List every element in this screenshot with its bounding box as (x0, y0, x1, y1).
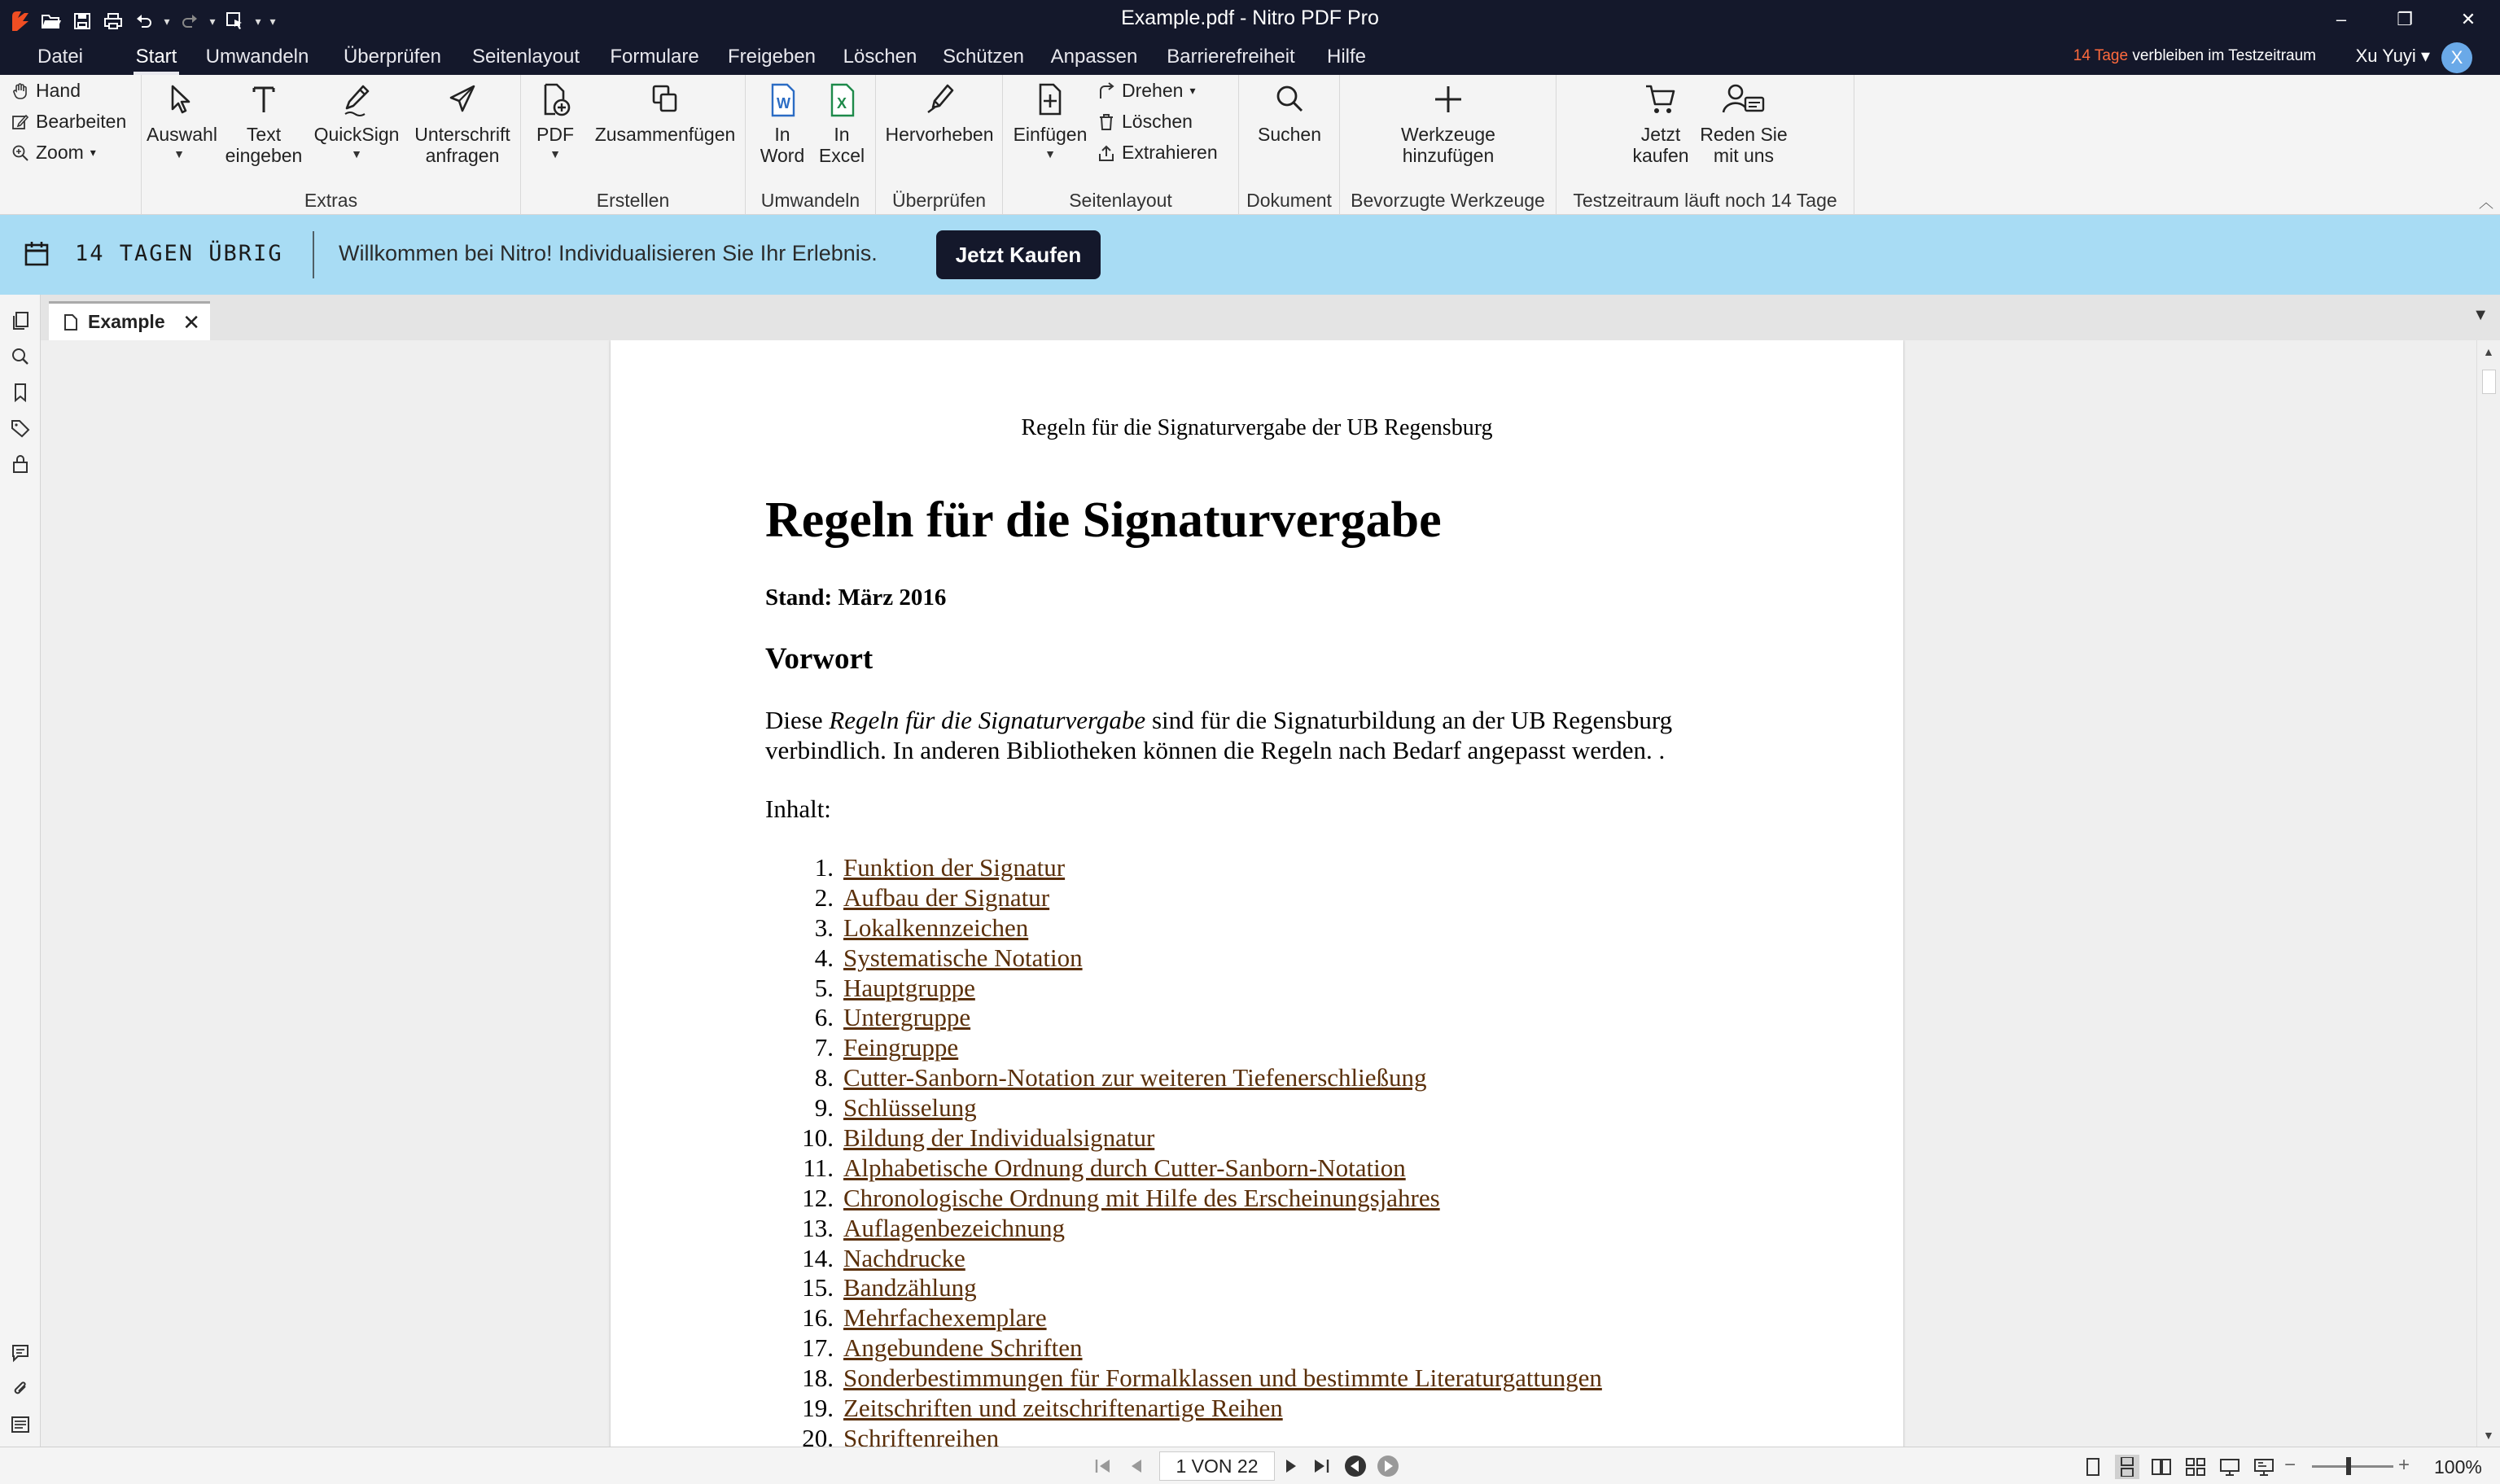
trial-remaining-note[interactable] (2073, 47, 2316, 65)
insert-page-icon (1034, 81, 1066, 119)
restore-button[interactable]: ❐ (2397, 9, 2413, 29)
tab-hilfe[interactable]: Hilfe (1326, 46, 1366, 68)
toc-item (765, 1424, 1602, 1447)
toc-item (765, 913, 1602, 943)
talk-to-us-button[interactable] (1697, 81, 1791, 166)
page-running-header: Regeln für die Signaturvergabe der UB Regensburg (1021, 415, 1493, 440)
banner-message: Willkommen bei Nitro! Individualisieren Sie Ihr Erlebnis. (339, 241, 878, 265)
toc-number: 18. (802, 1364, 834, 1393)
toc-number: 10. (802, 1123, 834, 1153)
insert-dropdown-icon: ▼ (1044, 147, 1056, 160)
facing-view-icon[interactable] (2149, 1455, 2174, 1479)
presentation-view-icon[interactable] (2218, 1455, 2242, 1479)
print-icon[interactable] (99, 7, 127, 35)
buy-now-button[interactable] (1627, 81, 1695, 166)
redo-dropdown-icon[interactable]: ▾ (209, 14, 216, 28)
full-screen-icon[interactable] (2252, 1455, 2276, 1479)
page-date: Stand: März 2016 (765, 584, 947, 611)
comments-icon[interactable] (7, 1340, 33, 1366)
favorites-group-label: Bevorzugte Werkzeuge (1351, 190, 1545, 211)
talk-to-us-label-1: Reden Sie (1700, 124, 1788, 145)
intro-post: sind für die Signaturbildung an der UB Regensburg verbindlich. In anderen Bibliotheken können die Regeln nach Bedarf angepasst werden. . (765, 706, 1673, 764)
trash-icon (1097, 113, 1115, 131)
review-group-label: Überprüfen (891, 190, 987, 211)
search-panel-icon[interactable] (7, 344, 33, 370)
next-page-icon[interactable] (1280, 1454, 1304, 1478)
type-text-button[interactable] (223, 81, 304, 166)
toc-link[interactable]: Angebundene Schriften (843, 1333, 1083, 1363)
request-signature-label-2: anfragen (425, 145, 500, 166)
tab-formulare[interactable]: Formulare (610, 46, 699, 68)
toc-number: 2. (814, 882, 834, 912)
to-word-button[interactable] (757, 81, 808, 166)
quicksign-button[interactable] (313, 81, 401, 160)
toc-item (765, 1033, 1602, 1063)
first-page-icon[interactable] (1091, 1454, 1115, 1478)
continuous-view-icon[interactable] (2115, 1455, 2139, 1479)
toc-link[interactable]: Bildung der Individualsignatur (843, 1123, 1155, 1153)
add-tools-button[interactable] (1373, 81, 1524, 166)
document-group-label: Dokument (1246, 190, 1332, 211)
select-label: Auswahl (147, 124, 217, 145)
redo-icon[interactable] (176, 7, 204, 35)
toc-item (765, 1003, 1602, 1033)
toc-link[interactable]: Funktion der Signatur (843, 853, 1066, 882)
zoom-slider[interactable] (2312, 1465, 2393, 1468)
toc-number: 19. (802, 1394, 834, 1423)
trial-group-label: Testzeitraum läuft noch 14 Tage (1573, 190, 1837, 211)
lock-icon[interactable] (7, 451, 33, 477)
select-dropdown-icon: ▼ (173, 147, 185, 160)
document-tab[interactable] (49, 301, 210, 340)
tab-seitenlayout[interactable]: Seitenlayout (471, 46, 580, 68)
title-bar (0, 0, 2500, 75)
toc-number: 9. (814, 1093, 834, 1123)
tab-umwandeln[interactable]: Umwandeln (205, 46, 309, 68)
type-text-label-2: eingeben (225, 145, 303, 166)
toc-link[interactable]: Untergruppe (843, 1003, 971, 1032)
document-viewport[interactable] (41, 340, 2476, 1447)
single-page-view-icon[interactable] (2081, 1455, 2105, 1479)
add-tools-label-1: Werkzeuge (1401, 124, 1495, 145)
ribbon-group-trial (1556, 75, 1854, 215)
delete-pages-button[interactable] (1097, 111, 1193, 133)
toc-number: 20. (802, 1423, 834, 1447)
intro-emphasis: Regeln für die Signaturvergabe (829, 706, 1146, 734)
pen-sign-icon (340, 81, 373, 119)
toc-link[interactable]: Hauptgruppe (843, 973, 975, 1002)
toc-item (765, 1214, 1602, 1244)
toc-link[interactable]: Schlüsselung (843, 1093, 977, 1123)
tab-loeschen[interactable]: Löschen (843, 46, 917, 68)
combine-label: Zusammenfügen (594, 124, 736, 145)
scroll-up-icon[interactable]: ▲ (2483, 345, 2494, 358)
toc-number: 16. (802, 1303, 834, 1333)
toc-item (765, 1364, 1602, 1394)
create-pdf-dropdown-icon: ▼ (549, 147, 561, 160)
table-of-contents (765, 853, 1602, 1447)
cursor-arrow-icon (163, 81, 195, 119)
previous-view-icon[interactable] (1343, 1454, 1368, 1478)
intro-paragraph (765, 705, 1742, 765)
edit-tool-button[interactable] (11, 111, 126, 133)
toc-link[interactable]: Bandzählung (843, 1273, 977, 1302)
scroll-down-icon[interactable]: ▼ (2483, 1429, 2494, 1442)
svg-text:W: W (777, 95, 790, 112)
add-tools-label-2: hinzufügen (1402, 145, 1495, 166)
extract-label: Extrahieren (1122, 142, 1218, 163)
vertical-scrollbar[interactable] (2476, 340, 2500, 1447)
trial-banner (0, 215, 2500, 295)
toc-item (765, 1394, 1602, 1424)
save-icon[interactable] (68, 7, 96, 35)
convert-group-label: Umwandeln (760, 190, 860, 211)
page-layout-group-label: Seitenlayout (1069, 190, 1172, 211)
zoom-slider-knob[interactable] (2346, 1457, 2351, 1475)
rotate-dropdown-icon: ▾ (1189, 84, 1196, 97)
form-fields-icon[interactable] (7, 1412, 33, 1438)
collapse-ribbon-icon[interactable]: ︿ (2479, 195, 2493, 211)
toc-number: 12. (802, 1183, 834, 1212)
buy-now-label-2: kaufen (1632, 145, 1689, 166)
nitro-logo-icon[interactable] (7, 7, 34, 35)
toc-item (765, 1184, 1602, 1214)
document-tab-label: Example (88, 311, 165, 332)
open-folder-icon[interactable] (37, 7, 65, 35)
edit-icon (11, 113, 29, 131)
user-name: Xu Yuyi (2355, 46, 2416, 66)
toc-number: 14. (802, 1243, 834, 1272)
undo-dropdown-icon[interactable]: ▾ (164, 14, 170, 28)
bookmark-icon[interactable] (7, 379, 33, 405)
toc-item (765, 883, 1602, 913)
create-pdf-label: PDF (536, 124, 574, 145)
edit-label: Bearbeiten (36, 111, 127, 132)
toc-link[interactable]: Lokalkennzeichen (843, 913, 1029, 942)
hand-label: Hand (36, 80, 81, 101)
page-title: Regeln für die Signaturvergabe (765, 492, 1442, 548)
select-tool-icon[interactable] (221, 7, 249, 35)
toc-link[interactable]: Nachdrucke (843, 1243, 965, 1272)
close-button[interactable]: ✕ (2460, 9, 2476, 29)
ribbon-group-favorites (1340, 75, 1556, 215)
rotate-button[interactable] (1097, 80, 1195, 102)
avatar[interactable]: X (2441, 42, 2472, 73)
toc-number: 17. (802, 1333, 834, 1363)
hand-tool-button[interactable] (11, 80, 81, 102)
contact-person-icon (1721, 81, 1767, 119)
to-excel-label-1: In (834, 124, 850, 145)
combine-pages-icon (649, 81, 681, 119)
toc-link[interactable]: Systematische Notation (843, 943, 1083, 972)
toc-link[interactable]: Aufbau der Signatur (843, 882, 1050, 912)
zoom-in-icon[interactable]: + (2398, 1454, 2410, 1476)
document-icon (63, 313, 78, 331)
toc-item (765, 1063, 1602, 1093)
select-dropdown-icon[interactable]: ▾ (255, 14, 261, 28)
extras-group-label: Extras (304, 190, 358, 211)
send-plane-icon (446, 81, 479, 119)
user-menu[interactable] (2356, 46, 2430, 67)
section-heading: Vorwort (765, 642, 873, 676)
to-excel-label-2: Excel (818, 145, 865, 166)
text-t-icon (247, 81, 280, 119)
toc-number: 11. (803, 1153, 834, 1182)
scroll-thumb[interactable] (2482, 370, 2496, 394)
toc-link[interactable]: Chronologische Ordnung mit Hilfe des Erscheinungsjahres (843, 1183, 1440, 1212)
toc-number: 8. (814, 1063, 834, 1092)
toc-link[interactable]: Mehrfachexemplare (843, 1303, 1047, 1333)
toc-item (765, 1093, 1602, 1123)
toc-link[interactable]: Sonderbestimmungen für Formalklassen und bestimmte Literaturgattungen (843, 1364, 1602, 1393)
tab-anpassen[interactable]: Anpassen (1050, 46, 1138, 68)
rotate-icon (1097, 82, 1115, 100)
ribbon-group-extras (142, 75, 521, 215)
rotate-label: Drehen (1122, 80, 1184, 101)
extract-icon (1097, 144, 1115, 162)
toc-number: 1. (814, 853, 834, 882)
delete-pages-label: Löschen (1122, 111, 1193, 132)
new-pdf-icon (539, 81, 571, 119)
trial-suffix: verbleiben im Testzeitraum (2128, 47, 2316, 64)
customize-toolbar-icon[interactable]: ▾ (269, 14, 276, 28)
facing-continuous-view-icon[interactable] (2183, 1455, 2208, 1479)
banner-divider (313, 231, 314, 278)
quicksign-dropdown-icon: ▼ (351, 147, 362, 160)
excel-file-icon (825, 81, 858, 119)
select-button[interactable] (147, 81, 217, 160)
toc-link[interactable]: Schriftenreihen (843, 1423, 1000, 1447)
toc-item (765, 943, 1602, 974)
pdf-page[interactable] (611, 340, 1903, 1447)
highlight-button[interactable] (881, 81, 998, 145)
user-dropdown-icon: ▾ (2420, 46, 2430, 66)
ribbon-group-create (521, 75, 746, 215)
toc-link[interactable]: Auflagenbezeichnung (843, 1213, 1065, 1242)
toc-link[interactable]: Feingruppe (843, 1033, 959, 1062)
toc-item (765, 1273, 1602, 1303)
zoom-label: Zoom (36, 142, 84, 163)
insert-button[interactable] (1008, 81, 1092, 160)
ribbon-group-convert (746, 75, 876, 215)
type-text-label-1: Text (246, 124, 282, 145)
plus-icon (1432, 81, 1465, 119)
tab-list-dropdown-icon[interactable]: ▼ (2472, 306, 2489, 324)
calendar-icon (24, 241, 49, 267)
talk-to-us-label-2: mit uns (1713, 145, 1775, 166)
to-word-label-1: In (774, 124, 790, 145)
next-view-icon[interactable] (1376, 1454, 1400, 1478)
to-excel-button[interactable] (816, 81, 868, 166)
trial-days: 14 Tage (2073, 47, 2129, 64)
pages-panel-icon[interactable] (7, 308, 33, 334)
minimize-button[interactable]: – (2336, 9, 2347, 29)
toc-number: 3. (814, 913, 834, 942)
left-panel (0, 295, 41, 1447)
toc-link[interactable]: Cutter-Sanborn-Notation zur weiteren Tiefenerschließung (843, 1063, 1427, 1092)
ribbon-group-page-layout (1003, 75, 1239, 215)
toc-number: 5. (814, 973, 834, 1002)
ribbon (0, 75, 2500, 215)
highlight-label: Hervorheben (885, 124, 994, 145)
window-title: Example.pdf - Nitro PDF Pro (1121, 7, 1379, 29)
toc-item (765, 1153, 1602, 1184)
zoom-icon (11, 144, 29, 162)
status-bar (0, 1447, 2500, 1484)
contents-label: Inhalt: (765, 795, 831, 823)
insert-label: Einfügen (1013, 124, 1088, 145)
create-pdf-button[interactable] (531, 81, 580, 160)
quicksign-label: QuickSign (313, 124, 400, 145)
zoom-level[interactable]: 100% (2434, 1456, 2482, 1477)
previous-page-icon[interactable] (1123, 1454, 1148, 1478)
toc-item (765, 974, 1602, 1004)
combine-button[interactable] (589, 81, 741, 145)
page-indicator[interactable]: 1 VON 22 (1159, 1451, 1275, 1481)
toc-link[interactable]: Zeitschriften und zeitschriftenartige Reihen (843, 1394, 1283, 1423)
toc-item (765, 1303, 1602, 1333)
toc-number: 13. (802, 1213, 834, 1242)
request-signature-label-1: Unterschrift (414, 124, 510, 145)
search-icon (1273, 81, 1306, 119)
tab-start[interactable]: Start (130, 39, 182, 75)
banner-days-left: 14 TAGEN ÜBRIG (75, 241, 283, 266)
cart-icon (1644, 81, 1677, 119)
tag-icon[interactable] (7, 415, 33, 441)
toc-item (765, 1123, 1602, 1153)
last-page-icon[interactable] (1309, 1454, 1333, 1478)
to-word-label-2: Word (760, 145, 805, 166)
tab-ueberpruefen[interactable]: Überprüfen (343, 46, 442, 68)
svg-text:X: X (837, 95, 847, 112)
highlighter-icon (923, 81, 956, 119)
toc-number: 4. (814, 943, 834, 972)
toc-item (765, 1244, 1602, 1274)
word-file-icon (766, 81, 799, 119)
attachment-icon[interactable] (7, 1376, 33, 1402)
window-controls (2310, 0, 2500, 39)
buy-now-label-1: Jetzt (1640, 124, 1681, 145)
zoom-dropdown-icon: ▾ (90, 146, 96, 159)
toc-link[interactable]: Alphabetische Ordnung durch Cutter-Sanborn-Notation (843, 1153, 1406, 1182)
ribbon-group-document (1239, 75, 1340, 215)
banner-buy-button[interactable]: Jetzt Kaufen (936, 230, 1101, 279)
toc-item (765, 1333, 1602, 1364)
toc-item (765, 853, 1602, 883)
intro-pre: Diese (765, 706, 830, 734)
toc-number: 7. (814, 1033, 834, 1062)
zoom-tool-button[interactable] (11, 142, 96, 164)
search-button[interactable] (1246, 81, 1333, 145)
document-tab-strip (41, 295, 2500, 340)
ribbon-group-nav (0, 75, 142, 215)
quick-access-toolbar (7, 5, 278, 37)
close-tab-icon[interactable]: ✕ (182, 310, 200, 335)
zoom-out-icon[interactable]: − (2284, 1454, 2296, 1476)
toc-number: 15. (802, 1273, 834, 1302)
tab-datei[interactable]: Datei (37, 46, 84, 68)
tab-schuetzen[interactable]: Schützen (942, 46, 1025, 68)
create-group-label: Erstellen (596, 190, 670, 211)
hand-icon (11, 82, 29, 100)
tab-barrierefreiheit[interactable]: Barrierefreiheit (1167, 46, 1295, 68)
request-signature-button[interactable] (407, 81, 518, 166)
tab-freigeben[interactable]: Freigeben (727, 46, 817, 68)
ribbon-group-review (876, 75, 1003, 215)
extract-button[interactable] (1097, 142, 1218, 164)
search-label: Suchen (1257, 124, 1321, 145)
undo-icon[interactable] (130, 7, 158, 35)
toc-number: 6. (814, 1003, 834, 1032)
